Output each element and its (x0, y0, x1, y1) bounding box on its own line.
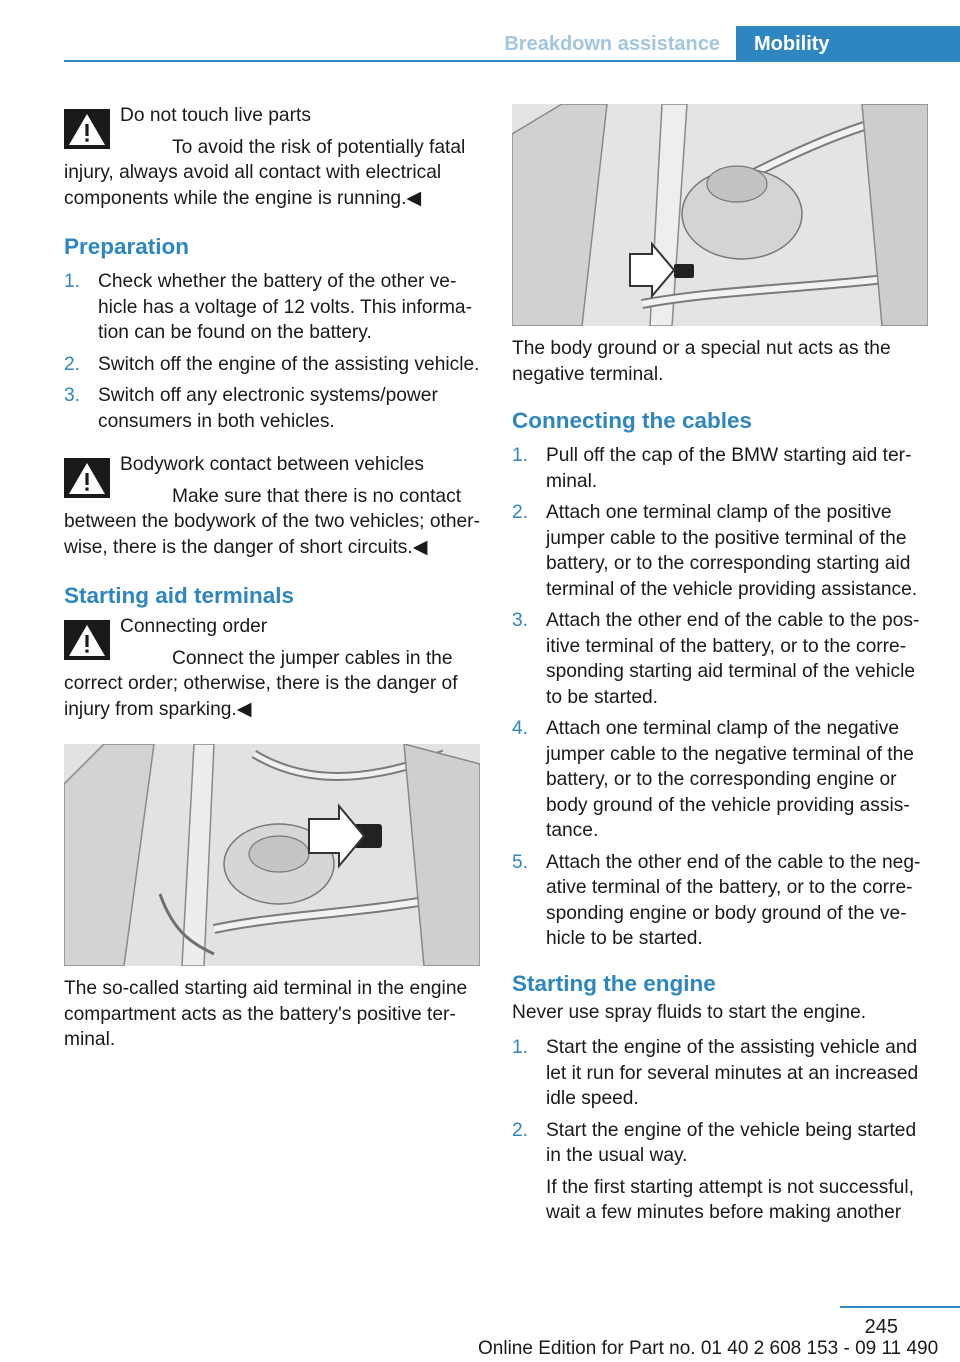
list-item (512, 1118, 930, 1169)
heading-connecting-cables: Connecting the cables (512, 408, 753, 433)
engine-intro: Never use spray fluids to start the engine. (512, 1001, 867, 1023)
engine-steps (512, 1035, 930, 1169)
step-text: Attach the other end of the cable to the positive terminal of the battery, or to the corresponding starting aid terminal of the vehicle to be started. (546, 610, 920, 708)
list-item (512, 500, 930, 602)
engine-compartment-negative-terminal-image (512, 104, 928, 326)
heading-starting-engine: Starting the engine (512, 970, 716, 996)
step-text: Attach one terminal clamp of the negative jumper cable to the negative terminal of the battery, or to the corresponding engine or body ground of the vehicle providing assistance. (546, 718, 914, 841)
step-text: Start the engine of the vehicle being started in the usual way. (546, 1119, 917, 1166)
figure-caption: The body ground or a special nut acts as the negative terminal. (512, 338, 891, 385)
heading-preparation: Preparation (64, 234, 190, 259)
header-section-title: Breakdown assistance (504, 33, 720, 55)
step-text: Attach the other end of the cable to the negative terminal of the battery, or to the corresponding engine or body ground of the vehicle to be started. (546, 851, 921, 949)
step-text: Pull off the cap of the BMW starting aid terminal. (546, 445, 912, 492)
right-column (512, 104, 930, 1226)
list-item (64, 269, 482, 346)
warning-title: Do not touch live parts (120, 105, 311, 126)
warning-connecting-order (64, 614, 482, 722)
warning-triangle-icon (64, 458, 110, 498)
header-chapter-tab: Mobility (736, 26, 960, 62)
list-item (512, 608, 930, 710)
step-text: Start the engine of the assisting vehicle and let it run for several minutes at an increased idle speed. (546, 1037, 919, 1109)
step-text: Switch off the engine of the assisting vehicle. (98, 353, 480, 375)
step-number: 4. (512, 718, 529, 739)
warning-live-parts (64, 103, 482, 211)
warning-bodywork-contact (64, 452, 482, 560)
step-number: 1. (512, 445, 529, 466)
preparation-steps (64, 269, 482, 434)
warning-title: Connecting order (120, 616, 268, 637)
left-column (64, 100, 482, 1053)
list-item (512, 443, 930, 494)
step-number: 1. (64, 271, 81, 292)
step-number: 1. (512, 1037, 529, 1058)
figure-caption: The so-called starting aid terminal in the engine compartment acts as the battery's positive terminal. (64, 978, 468, 1050)
warning-text: Connect the jumper cables in the correct order; otherwise, there is the danger of injury from sparking.◀ (64, 647, 458, 720)
heading-starting-aid-terminals: Starting aid terminals (64, 583, 295, 608)
step-number: 3. (64, 385, 81, 406)
header-rule (64, 60, 960, 62)
list-item (512, 850, 930, 952)
warning-text: To avoid the risk of potentially fatal injury, always avoid all contact with electrical components while the engine is running.◀ (64, 136, 466, 209)
step-number: 2. (64, 353, 81, 375)
warning-text: Make sure that there is no contact between the bodywork of the two vehicles; otherwise, there is the danger of short circuits.◀ (64, 485, 480, 558)
step-text: Attach one terminal clamp of the positive jumper cable to the positive terminal of the battery, or to the corresponding starting aid terminal of the vehicle providing assistance. (546, 502, 918, 600)
list-item (512, 716, 930, 844)
connecting-steps (512, 443, 930, 952)
list-item (64, 352, 482, 378)
engine-continuation: If the first starting attempt is not successful, wait a few minutes before making another (546, 1176, 914, 1223)
page-number: 245 (864, 1316, 898, 1338)
step-number: 2. (512, 1119, 529, 1141)
footer-rule (840, 1306, 960, 1308)
step-number: 3. (512, 610, 529, 631)
step-text: Switch off any electronic systems/power consumers in both vehicles. (98, 385, 438, 432)
list-item (512, 1035, 930, 1112)
warning-triangle-icon (64, 620, 110, 660)
step-number: 2. (512, 502, 529, 523)
list-item (64, 383, 482, 434)
warning-title: Bodywork contact between vehicles (120, 454, 424, 475)
step-text: Check whether the battery of the other vehicle has a voltage of 12 volts. This information can be found on the battery. (98, 271, 472, 343)
step-number: 5. (512, 851, 529, 873)
warning-triangle-icon (64, 109, 110, 149)
engine-compartment-positive-terminal-image (64, 744, 480, 966)
footer-edition: Online Edition for Part no. 01 40 2 608 153 - 09 11 490 (478, 1338, 939, 1359)
